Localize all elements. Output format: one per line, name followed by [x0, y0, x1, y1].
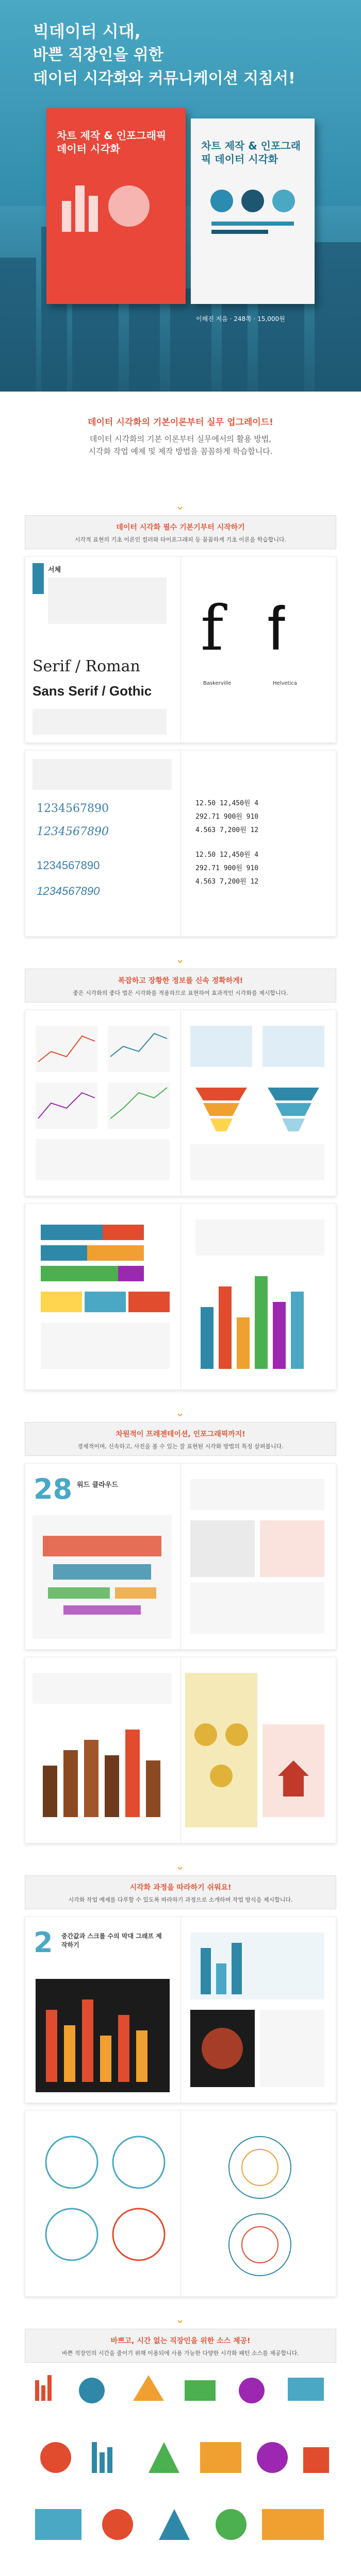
section-3-title: 차원적이 프레젠테이션, 인포그래픽까지!: [116, 1430, 245, 1438]
chevron-down-icon: ⌄: [175, 953, 185, 966]
book-cover-back: [191, 118, 315, 304]
chevron-down-icon: ⌄: [175, 500, 185, 513]
intro-line2: 시각화 작업 예제 및 제작 방법을 꼼꼼하게 학습합니다.: [88, 447, 273, 456]
glyph-serif: f: [201, 593, 224, 665]
spread-tutorial-1: [25, 1917, 336, 2103]
section-3-header: [25, 1422, 336, 1456]
section-3-desc: 경제적이며, 신속하고, 사진을 볼 수 있는 잘 표현된 시각화 방법의 특징 살펴봅니다.: [77, 1443, 284, 1450]
chevron-down-icon: ⌄: [175, 1406, 185, 1419]
book-front-title: 차트 제작 & 인포그래픽 데이터 시각화: [57, 129, 167, 155]
spread-wordcloud: [25, 1463, 336, 1650]
source-thumbnails-grid: [25, 2370, 336, 2576]
section-2: [25, 953, 336, 1390]
section-3: [25, 1406, 336, 1843]
book-back-title: 차트 제작 & 인포그래픽 데이터 시각화: [201, 140, 301, 165]
tutorial-number: 2: [34, 1926, 53, 1959]
section-4-desc: 시각화 작업 예제를 다루할 수 있도록 따라하기 과정으로 소개하며 작업 방식을 제시합니다.: [68, 1896, 293, 1903]
chevron-down-icon: ⌄: [175, 2313, 185, 2326]
intro-line1: 데이터 시각화의 기본 이론부터 실무에서의 활용 방법,: [89, 434, 272, 444]
serif-label: Serif / Roman: [32, 657, 140, 675]
book-author-info: 이해진 저음 · 248쪽 · 15,000원: [196, 315, 285, 323]
table-row: 292.71 900원 910: [195, 813, 259, 821]
section-2-title: 복잡하고 장황한 정보를 신속 정확하게!: [118, 977, 243, 985]
spread-infographic: [25, 1657, 336, 1843]
infographic-left: [32, 1673, 172, 1827]
section-4-header: [25, 1875, 336, 1909]
section-1-header: [25, 515, 336, 549]
circle-diagrams: [36, 2121, 175, 2286]
spread-typography-2: [25, 750, 336, 937]
table-row: 4.563 7,200원 12: [195, 878, 259, 886]
typo-heading: 서체: [48, 566, 61, 574]
word-cloud-graphic: [32, 1515, 172, 1639]
section-2-desc: 좋은 시각화의 좋다 법은 시각화를 적용하므로 표현하여 효과적인 시각화를 제시합니다.: [73, 990, 288, 996]
tutorial-steps: [185, 1927, 330, 2092]
radial-diagrams: [190, 2121, 330, 2286]
section-1-desc: 시각적 표현의 기초 이론인 컬러와 타이포그래피 등 꼼꼼하게 기초 이론을 학습합니다.: [74, 536, 287, 543]
number-sample-3: 1234567890: [37, 859, 100, 872]
hero-title-line3: 데이터 시각화와 커뮤니케이션 지침서!: [33, 70, 296, 88]
table-row: 12.50 12,450원 4: [195, 800, 259, 807]
book-cover-front: [46, 108, 186, 304]
column-thumbnails: [190, 1214, 330, 1379]
spread-typography-1: [25, 556, 336, 743]
font-name-2: Helvetica: [273, 681, 297, 686]
section-5-header: [25, 2329, 336, 2363]
section-5-title: 바쁘고, 시간 없는 직장인을 위한 소스 제공!: [110, 2337, 251, 2345]
number-sample-2: 1234567890: [37, 825, 109, 838]
chevron-down-icon: ⌄: [175, 1860, 185, 1873]
section-5-desc: 바쁜 직장인의 시간을 줄이기 위해 이용되에 사용 가능한 다양한 시각화 패턴 소스를 제공합니다.: [62, 2350, 299, 2357]
number-sample-1: 1234567890: [37, 802, 109, 815]
intro-block: [0, 415, 361, 457]
sans-label: Sans Serif / Gothic: [32, 683, 152, 699]
hero-title: [33, 20, 296, 91]
book-front-graphic: [57, 160, 160, 237]
chapter-number: 28: [34, 1473, 73, 1505]
hero-title-line1: 빅데이터 시대,: [33, 22, 141, 41]
number-sample-4: 1234567890: [37, 885, 100, 897]
section-5: [25, 2313, 336, 2363]
book-back-graphic: [201, 170, 304, 247]
table-row: 4.563 7,200원 12: [195, 826, 259, 834]
section-1: [25, 500, 336, 937]
table-row: 12.50 12,450원 4: [195, 851, 259, 859]
font-name-1: Baskerville: [203, 681, 232, 686]
section-4-title: 시각화 과정을 따라하기 쉬워요!: [129, 1884, 232, 1892]
tutorial-bars: [36, 1979, 170, 2092]
table-row: 292.71 900원 910: [195, 865, 259, 872]
stacked-bar-thumbnails: [36, 1214, 175, 1379]
wordcloud-examples: [185, 1474, 330, 1639]
tutorial-title: 중간값과 스크롤 수의 막대 그래프 제작하기: [61, 1933, 162, 1948]
spread-charts-1: [25, 1010, 336, 1196]
chapter-title: 워드 클라우드: [77, 1481, 118, 1489]
intro-headline: 데이터 시각화의 기본이론부터 실무 업그레이드!: [88, 417, 273, 428]
infographic-right: [185, 1673, 330, 1827]
section-4: [25, 1860, 336, 2297]
spread-charts-2: [25, 1204, 336, 1390]
hero-title-line2: 바쁜 직장인을 위한: [33, 46, 163, 64]
spread-tutorial-2: [25, 2110, 336, 2297]
section-1-title: 데이터 시각화 필수 기본기부터 시작하기: [116, 523, 245, 532]
chart-thumbnails-left: [30, 1021, 175, 1185]
glyph-sans: f: [268, 594, 285, 663]
funnel-thumbnails: [185, 1021, 330, 1185]
hero-banner: [0, 0, 361, 392]
section-2-header: [25, 969, 336, 1003]
